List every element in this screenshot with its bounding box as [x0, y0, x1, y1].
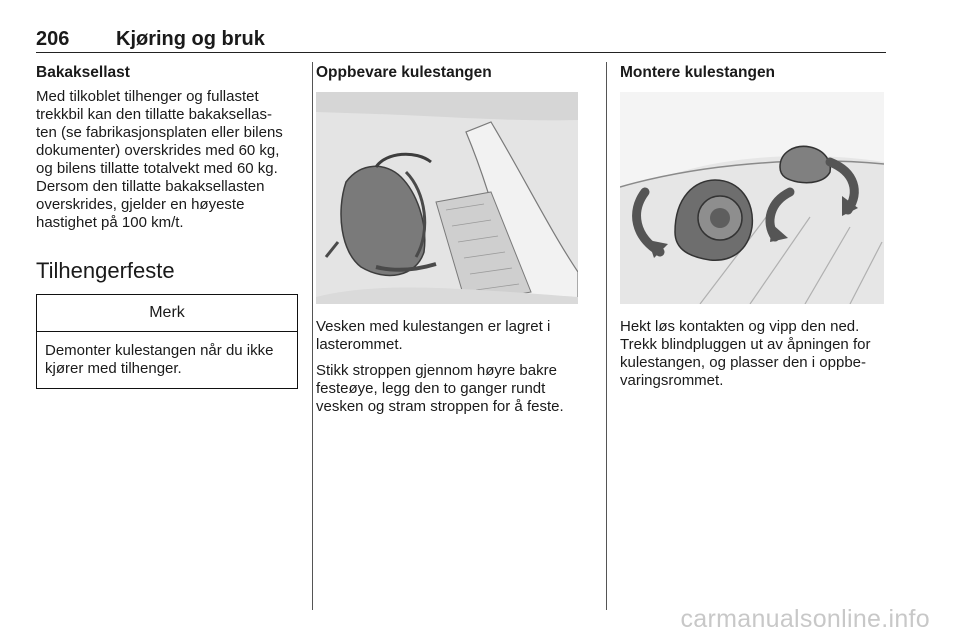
- chapter-title: Kjøring og bruk: [116, 28, 265, 50]
- page-header: [36, 24, 886, 53]
- heading-bakaksellast: Bakaksellast: [36, 64, 130, 81]
- page-number: 206: [36, 28, 70, 50]
- towbar-mounting-illustration: [620, 92, 884, 304]
- note-box: [36, 294, 298, 389]
- rear-axle-load-text: Med tilkoblet tilhenger og fullastet trekkbil kan den tillatte bakaksellas- ten (se fabrikasjonsplaten eller bilens dokumenter) overskrides med 60 kg, og bilens tillatte totalvekt med 60 kg. Dersom den tillatte bakaksellasten overskrides, gjelder en høyeste hastighet på 100 km/t.: [36, 88, 283, 231]
- column-divider: [606, 62, 607, 610]
- column-1: [36, 62, 298, 389]
- column-2: [316, 62, 591, 416]
- heading-oppbevare-kulestangen: Oppbevare kulestangen: [316, 64, 492, 81]
- heading-montere-kulestangen: Montere kulestangen: [620, 64, 776, 81]
- bag-stored-text: Vesken med kulestangen er lagret i lasterommet.: [316, 318, 551, 353]
- section-title-tilhengerfeste: Tilhengerfeste: [36, 258, 175, 283]
- column-3: [620, 62, 886, 390]
- watermark: carmanualsonline.info: [680, 605, 930, 633]
- column-divider: [312, 62, 313, 610]
- note-title: Merk: [37, 295, 297, 332]
- strap-instructions-text: Stikk stroppen gjennom høyre bakre festeøye, legg den to ganger rundt vesken og stram stroppen for å feste.: [316, 362, 564, 415]
- storage-bag-illustration: [316, 92, 578, 304]
- mounting-instructions-text: Hekt løs kontakten og vipp den ned. Trekk blindpluggen ut av åpningen for kulestangen, og plasser den i oppbe- varingsrommet.: [620, 318, 871, 389]
- note-text: Demonter kulestangen når du ikke kjører med tilhenger.: [45, 342, 274, 377]
